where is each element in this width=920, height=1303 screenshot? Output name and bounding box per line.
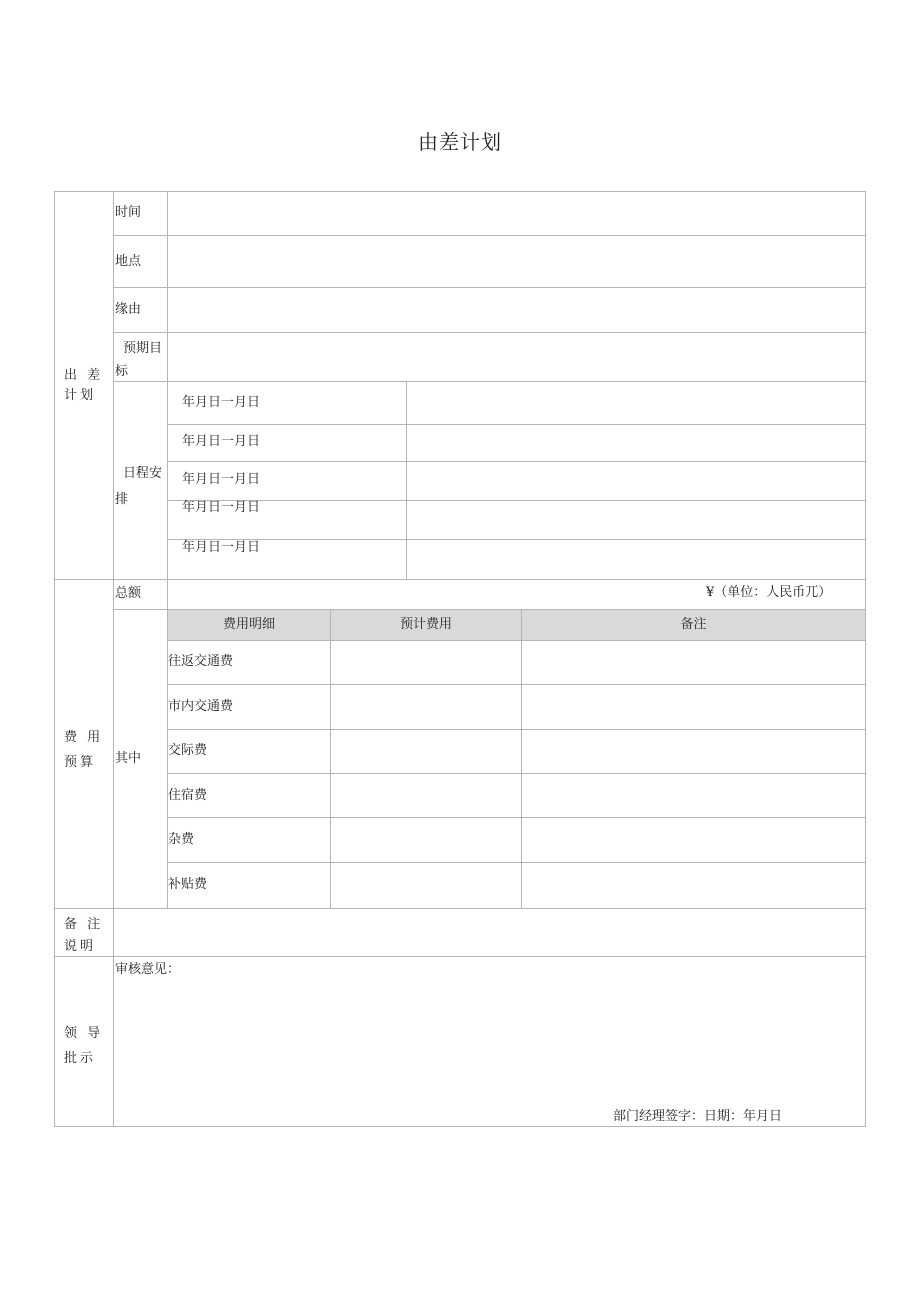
- schedule-date-3: 年月日一月日: [182, 472, 261, 487]
- schedule-detail-2[interactable]: [408, 426, 864, 460]
- schedule-date-1: 年月日一月日: [182, 395, 261, 410]
- time-field[interactable]: [169, 193, 864, 234]
- sub-label: 其中: [115, 751, 142, 766]
- signature-text: 部门经理签字：日期：年月日: [613, 1109, 783, 1124]
- item-lodging: 住宿费: [168, 788, 208, 803]
- header-item: 费用明细: [222, 617, 275, 632]
- goal-field[interactable]: [169, 334, 864, 380]
- unit-text: ¥（单位：人民币兀）: [706, 585, 832, 600]
- estimate-field-3[interactable]: [332, 731, 520, 772]
- remarks-field[interactable]: [115, 910, 864, 955]
- schedule-detail-4[interactable]: [408, 502, 864, 538]
- header-estimate: 预计费用: [399, 617, 452, 632]
- estimate-field-1[interactable]: [332, 642, 520, 683]
- item-entertainment: 交际费: [168, 743, 208, 758]
- goal-label: 预期目标: [115, 341, 163, 379]
- schedule-label: 日程安排: [115, 466, 163, 507]
- item-misc: 杂费: [168, 832, 195, 847]
- section-remarks-label: 备 注 说明: [64, 917, 104, 954]
- place-field[interactable]: [169, 237, 864, 286]
- opinion-label: 审核意见：: [115, 962, 181, 977]
- reason-field[interactable]: [169, 289, 864, 331]
- time-label: 时间: [115, 205, 142, 220]
- estimate-field-5[interactable]: [332, 819, 520, 861]
- estimate-field-6[interactable]: [332, 864, 520, 907]
- schedule-detail-1[interactable]: [408, 383, 864, 423]
- schedule-detail-3[interactable]: [408, 463, 864, 499]
- schedule-date-5: 年月日一月日: [182, 540, 261, 555]
- section-budget-label: 费 用 预算: [64, 730, 104, 770]
- estimate-field-2[interactable]: [332, 686, 520, 728]
- schedule-detail-5[interactable]: [408, 541, 864, 578]
- header-remark: 备注: [680, 617, 707, 632]
- schedule-date-2: 年月日一月日: [182, 434, 261, 449]
- schedule-date-4: 年月日一月日: [182, 500, 261, 515]
- item-local-transport: 市内交通费: [168, 699, 234, 714]
- section-plan-label: 出 差 计划: [64, 368, 104, 403]
- section-approval-label: 领 导 批示: [64, 1026, 104, 1066]
- estimate-field-4[interactable]: [332, 775, 520, 816]
- page-title: 由差计划: [418, 130, 502, 154]
- total-label: 总额: [115, 586, 142, 601]
- item-allowance: 补贴费: [168, 877, 208, 892]
- opinion-field[interactable]: [115, 982, 864, 1102]
- item-round-trip: 往返交通费: [168, 654, 234, 669]
- place-label: 地点: [115, 254, 142, 269]
- reason-label: 缘由: [115, 302, 142, 317]
